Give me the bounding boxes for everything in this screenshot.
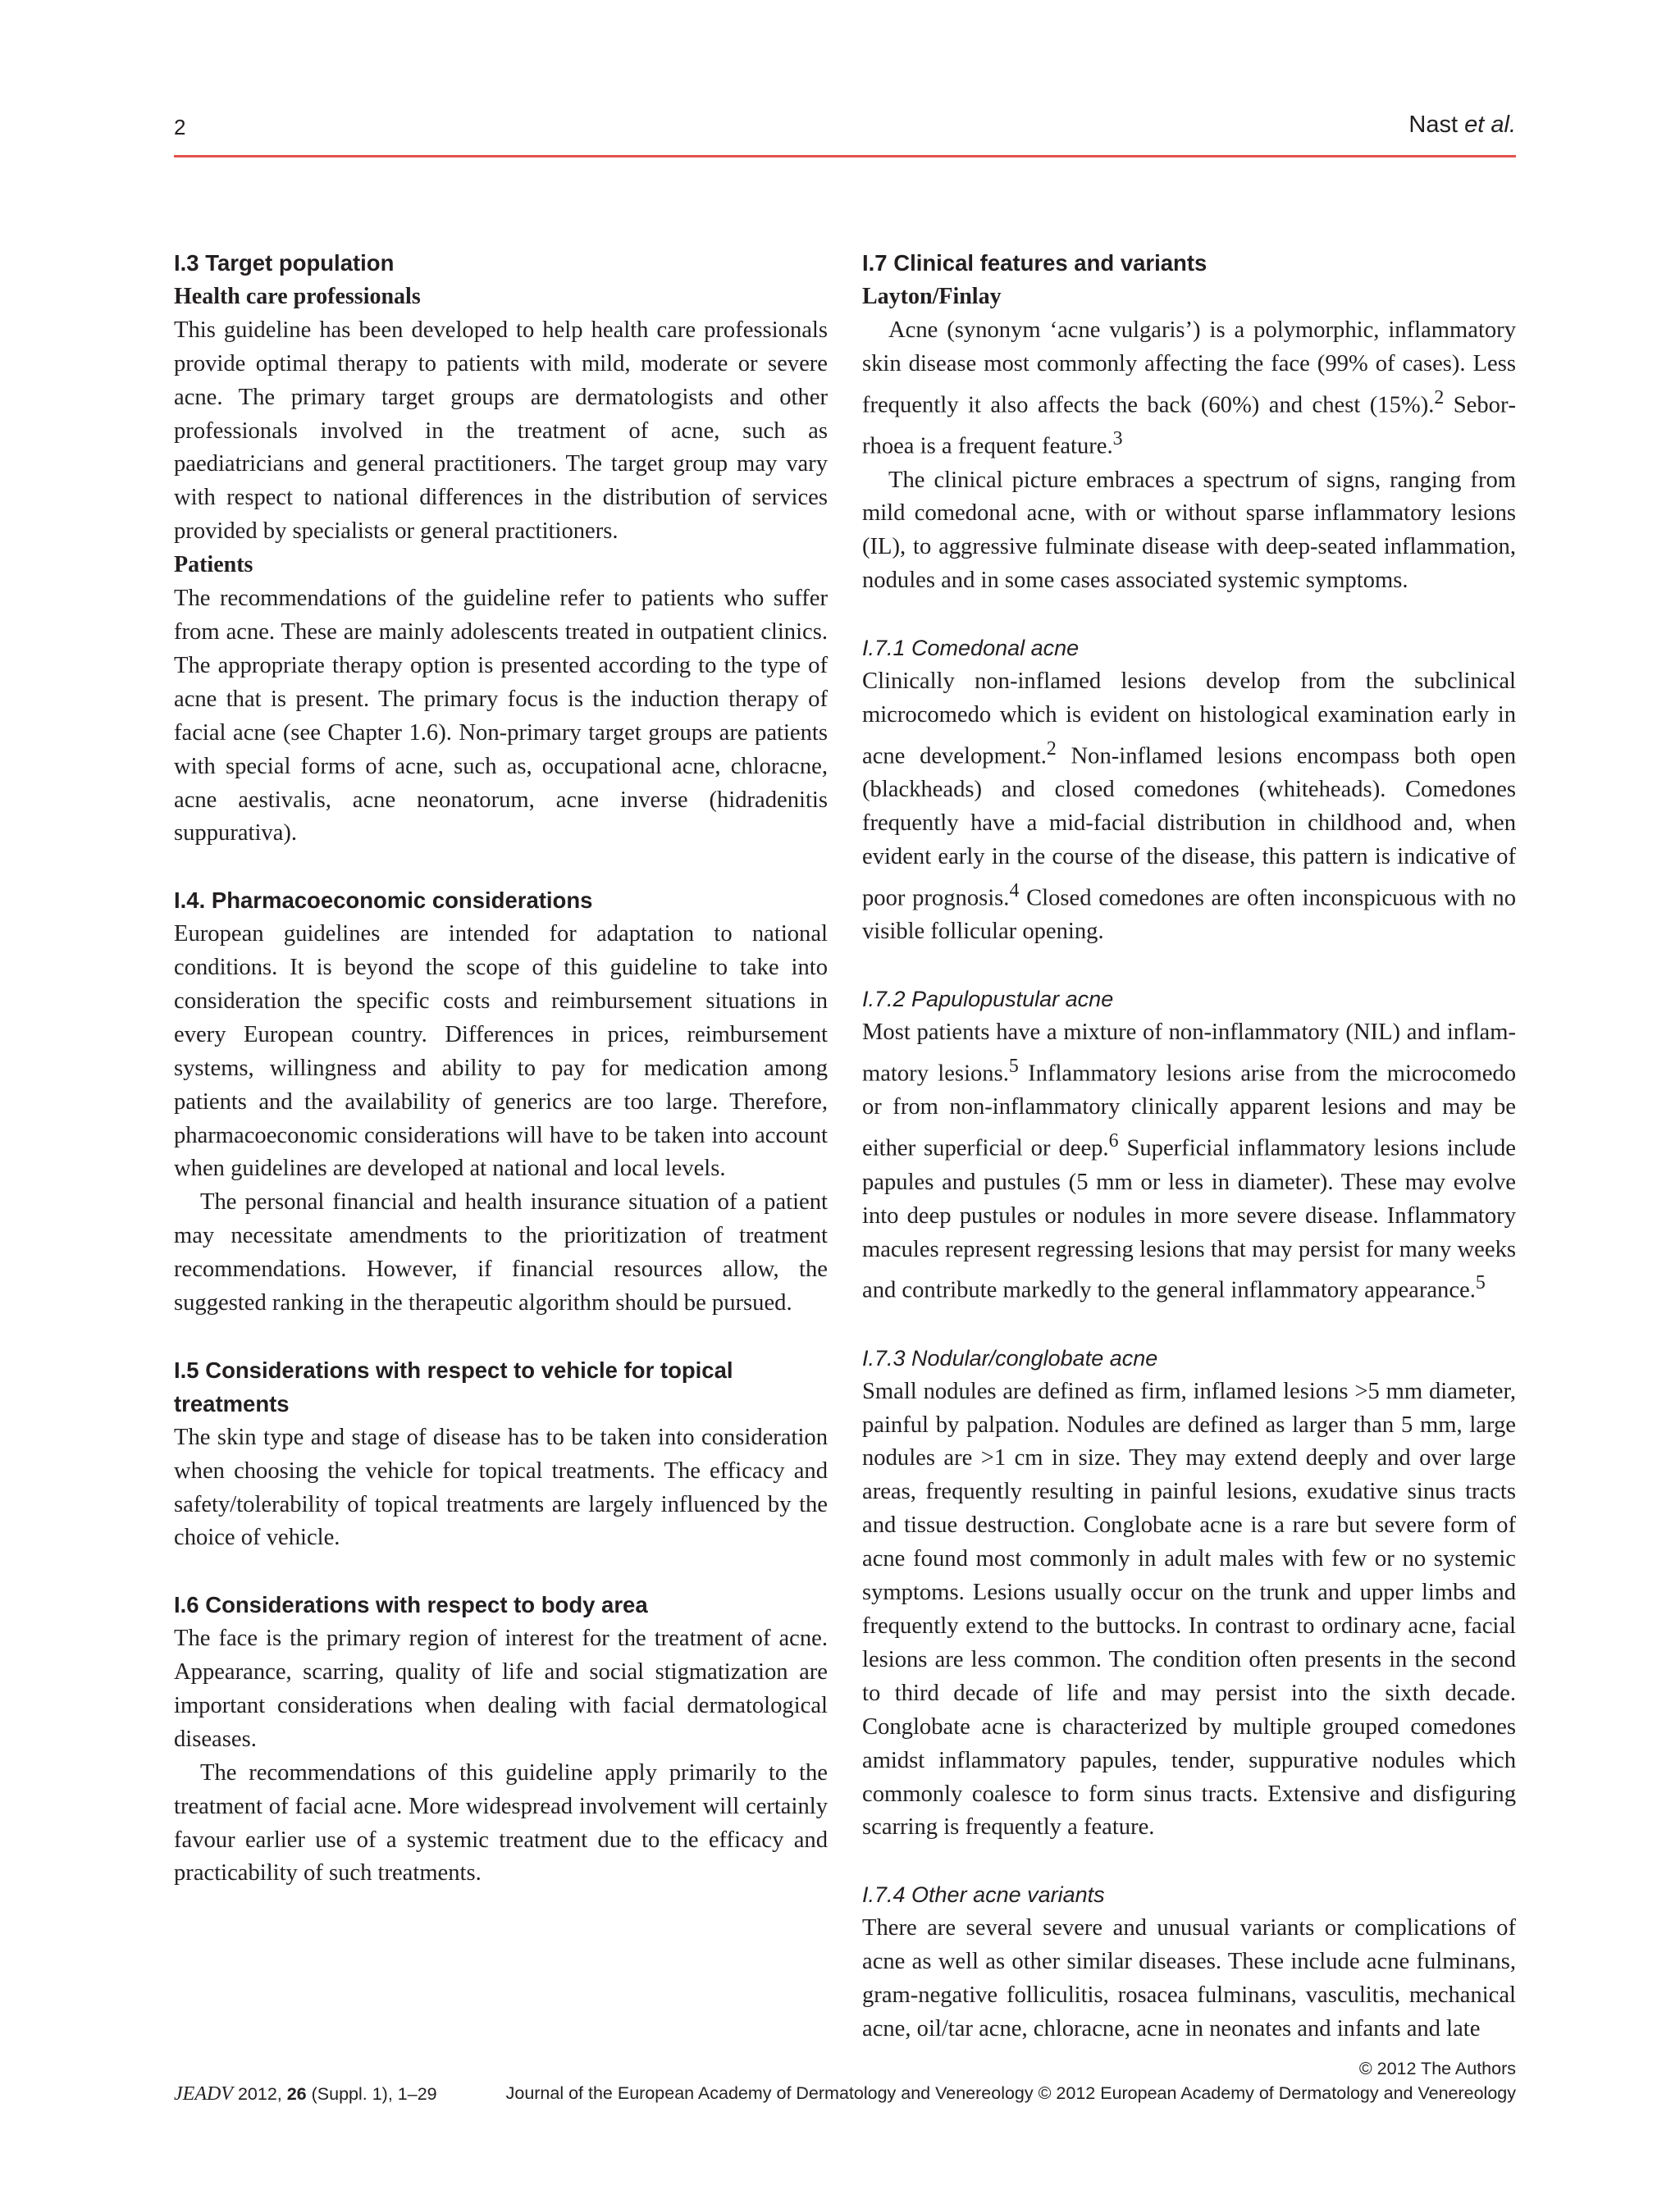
footer: [174, 2083, 1516, 2105]
paragraph: European guidelines are intended for adaptation to national conditions. It is beyond the scope of this guideline to take into consideration the specific costs and reimbursement situations in every European country. Differences in prices, reimbursement systems, willingness and ability to pay for medication among patients and the availability of generics are too large. Therefore, pharmacoeconomic considerations will have to be taken into account when guidelines are developed at national and local levels.: [174, 921, 828, 1182]
paragraph: Acne (synonym ‘acne vulgaris’) is a polymorphic, inflammatory skin disease most commonly affecting the face (99% of cases). Less frequently it also affects the back (60%) and chest (15%).$^2$ Seborrhoea is a frequent feature.$^3$: [862, 317, 1517, 459]
section-heading-body-area: I.6 Considerations with respect to body area: [174, 1592, 648, 1618]
paragraph: Small nodules are defined as firm, inflamed lesions >5 mm diameter, painful by palpation. Nodules are defined as larger than 5 mm, large nodules are >1 cm in size. They may extend deeply and over large areas, frequently resulting in painful lesions, exudative sinus tracts and tissue destruction. Conglobate acne is a rare but severe form of acne found most commonly in adult males with few or no systemic symptoms. Lesions usually occur on the trunk and upper limbs and frequently extend to the buttocks. In contrast to ordinary acne, facial lesions are less common. The condition often presents in the second to third decade of life and may persist into the sixth decade. Conglobate acne is characterized by multiple grouped comedones amidst inflammatory papules, tender, suppurative nodules which commonly coalesce to form sinus tracts. Extensive and disfiguring scarring is frequently a feature.: [862, 1378, 1516, 1841]
subsection-heading-other-variants: I.7.4 Other acne variants: [862, 1882, 1105, 1908]
journal-abbreviation: JEADV: [174, 2083, 233, 2105]
running-head-authors: Nast: [1408, 112, 1459, 138]
paragraph: The recommendations of this guideline apply primarily to the treatment of facial acne. More widespread involvement will certainly favour earlier use of a systemic treatment due to the efficacy and practicability of such treatments.: [174, 1759, 828, 1886]
section-heading-clinical-features: I.7 Clinical features and variants: [862, 250, 1208, 276]
running-head-etal: et al.: [1464, 112, 1516, 138]
subheading-patients: Patients: [174, 552, 253, 578]
page-number: 2: [174, 115, 186, 139]
running-head: [1408, 112, 1516, 139]
paragraph: The recommendations of the guideline refer to patients who suffer from acne. These are mainly adolescents treated in outpatient clinics. The appropriate therapy option is presented according to the type of acne that is present. The primary focus is the induction therapy of facial acne (see Chapter 1.6). Non-primary target groups are patients with special forms of acne, such as, occupational acne, chloracne, acne aestivalis, acne neonatorum, acne inverse (hidradenitis suppurativa).: [174, 586, 828, 846]
citation-ref: 6: [1108, 1130, 1119, 1152]
left-column: [174, 247, 828, 1891]
citation-ref: 2: [1434, 386, 1445, 408]
citation-ref: 3: [1112, 428, 1123, 450]
subheading-health-care-professionals: Health care professionals: [174, 283, 421, 309]
citation-ref: 4: [1009, 879, 1020, 901]
subsection-heading-papulopustular: I.7.2 Papulopustular acne: [862, 987, 1114, 1012]
right-column: [862, 247, 1516, 2046]
subsection-heading-comedonal: I.7.1 Comedonal acne: [862, 636, 1080, 661]
paragraph: The personal financial and health insurance situation of a patient may necessitate amendments to the prioritization of treatment recommendations. However, if financial resources allow, the suggested ranking in the therapeutic algorithm should be pursued.: [174, 1189, 828, 1316]
section-heading-pharmacoeconomic: I.4. Pharmacoeconomic considerations: [174, 887, 593, 914]
citation-ref: 2: [1046, 737, 1057, 760]
header-rule: [174, 155, 1516, 157]
section-heading-vehicle: I.5 Considerations with respect to vehicle for topical treatments: [174, 1357, 733, 1416]
footer-copyright: © 2012 The Authors: [1358, 2059, 1516, 2078]
citation-ref: 5: [1475, 1272, 1486, 1294]
paragraph: Clinically non-inflamed lesions develop from the subclinical microcomedo which is evident on histological examination early in acne development.$^2$ Non-inflamed lesions encompass both open (blackheads) and closed comedones (whiteheads). Comedones frequently have a mid-facial distribution in childhood and, when evident early in the course of the disease, this pattern is indicative of poor prognosis.$^4$ Closed comedones are often inconspicuous with no visible follicular opening.: [862, 668, 1516, 945]
paragraph: The face is the primary region of interest for the treatment of acne. Appearance, scarring, quality of life and social stigmatization are important considerations when dealing with facial dermatological diseases.: [174, 1626, 828, 1752]
footer-journal-line: Journal of the European Academy of Dermatology and Venereology © 2012 European Academy of Dermatology and Venereology: [505, 2083, 1516, 2103]
subsection-heading-nodular: I.7.3 Nodular/conglobate acne: [862, 1345, 1158, 1371]
citation-ref: 5: [1008, 1055, 1019, 1077]
paragraph: Most patients have a mixture of non-inflammatory (NIL) and inflammatory lesions.$^5$ Inflammatory lesions arise from the microcomedo or from non-inflammatory clinically apparent lesions and may be either superficial or deep.$^6$ Superficial inflammatory lesions include papules and pustules (5 mm or less in diameter). These may evolve into deep pustules or nodules in more severe disease. Inflammatory macules represent regressing lesions that may persist for many weeks and contribute markedly to the general inflammatory appearance.$^5$: [862, 1020, 1517, 1303]
subheading-authors: Layton/Finlay: [862, 283, 1002, 309]
paragraph: The skin type and stage of disease has to be taken into consideration when choosing the vehicle for topical treatments. The efficacy and safety/tolerability of topical treatments are largely influenced by the choice of vehicle.: [174, 1424, 828, 1551]
paragraph: There are several severe and unusual variants or complications of acne as well as other similar diseases. These include acne fulminans, gram-negative folliculitis, rosacea fulminans, vasculitis, mechanical acne, oil/tar acne, chloracne, acne in neonates and infants and late: [862, 1915, 1516, 2041]
volume: 26: [286, 2084, 307, 2104]
section-heading-target-population: I.3 Target population: [174, 250, 395, 276]
footer-citation: JEADV 2012, 26 (Suppl. 1), 1–29: [174, 2083, 437, 2105]
paragraph: The clinical picture embraces a spectrum of signs, ranging from mild comedonal acne, with or without sparse inflammatory lesions (IL), to aggressive fulminate disease with deep-seated inflammation, nodules and in some cases associated systemic symptoms.: [862, 467, 1516, 594]
paragraph: This guideline has been developed to help health care professionals provide optimal therapy to patients with mild, moderate or severe acne. The primary target groups are dermatologists and other professionals involved in the treatment of acne, such as paediatricians and general practitioners. The target group may vary with respect to national differences in the distribution of services provided by specialists or general practitioners.: [174, 317, 828, 545]
